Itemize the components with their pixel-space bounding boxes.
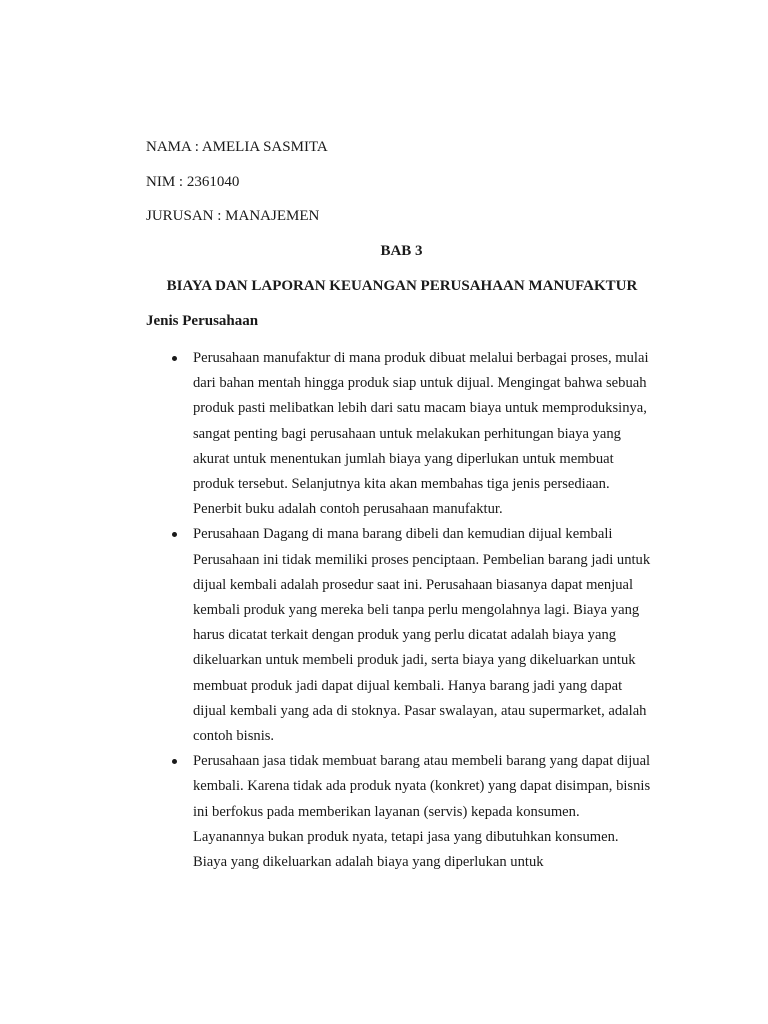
- list-item-text: Perusahaan jasa tidak membuat barang atau membeli barang yang dapat dijual kembali. Karena tidak ada produk nyata (konkret) yang dapat disimpan, bisnis ini berfokus pada memberikan layanan (servis) kepada konsumen. Layanannya bukan produk nyata, tetapi jasa yang dibutuhkan konsumen. Biaya yang dikeluarkan adalah biaya yang diperlukan untuk: [193, 753, 651, 871]
- list-item: [146, 749, 666, 875]
- bullet-icon: [172, 532, 177, 537]
- bullet-icon: [172, 356, 177, 361]
- chapter-heading: BAB 3: [380, 243, 423, 259]
- document-title: BIAYA DAN LAPORAN KEUANGAN PERUSAHAAN MANUFAKTUR: [166, 278, 638, 294]
- company-types-list: [146, 346, 666, 875]
- list-item: [146, 522, 666, 749]
- student-id: NIM : 2361040: [146, 174, 240, 190]
- list-item-text: Perusahaan Dagang di mana barang dibeli dan kemudian dijual kembali Perusahaan ini tidak memiliki proses penciptaan. Pembelian barang jadi untuk dijual kembali adalah prosedur saat ini. Perusahaan biasanya dapat menjual kembali produk yang mereka beli tanpa perlu mengolahnya lagi. Biaya yang harus dicatat terkait dengan produk yang perlu dicatat adalah biaya yang dikeluarkan untuk membeli produk jadi, serta biaya yang dikeluarkan untuk membuat produk jadi dapat dijual kembali. Hanya barang jadi yang dapat dijual kembali yang ada di stoknya. Pasar swalayan, atau supermarket, adalah contoh bisnis.: [193, 526, 651, 745]
- list-item-text: Perusahaan manufaktur di mana produk dibuat melalui berbagai proses, mulai dari bahan mentah hingga produk siap untuk dijual. Mengingat bahwa sebuah produk pasti melibatkan lebih dari satu macam biaya untuk memproduksinya, sangat penting bagi perusahaan untuk melakukan perhitungan biaya yang akurat untuk menentukan jumlah biaya yang diperlukan untuk membuat produk tersebut. Selanjutnya kita akan membahas tiga jenis persediaan. Penerbit buku adalah contoh perusahaan manufaktur.: [193, 350, 649, 518]
- student-major: JURUSAN : MANAJEMEN: [146, 208, 320, 224]
- section-heading: Jenis Perusahaan: [146, 313, 259, 329]
- bullet-icon: [172, 759, 177, 764]
- list-item: [146, 346, 666, 522]
- student-name: NAMA : AMELIA SASMITA: [146, 139, 328, 155]
